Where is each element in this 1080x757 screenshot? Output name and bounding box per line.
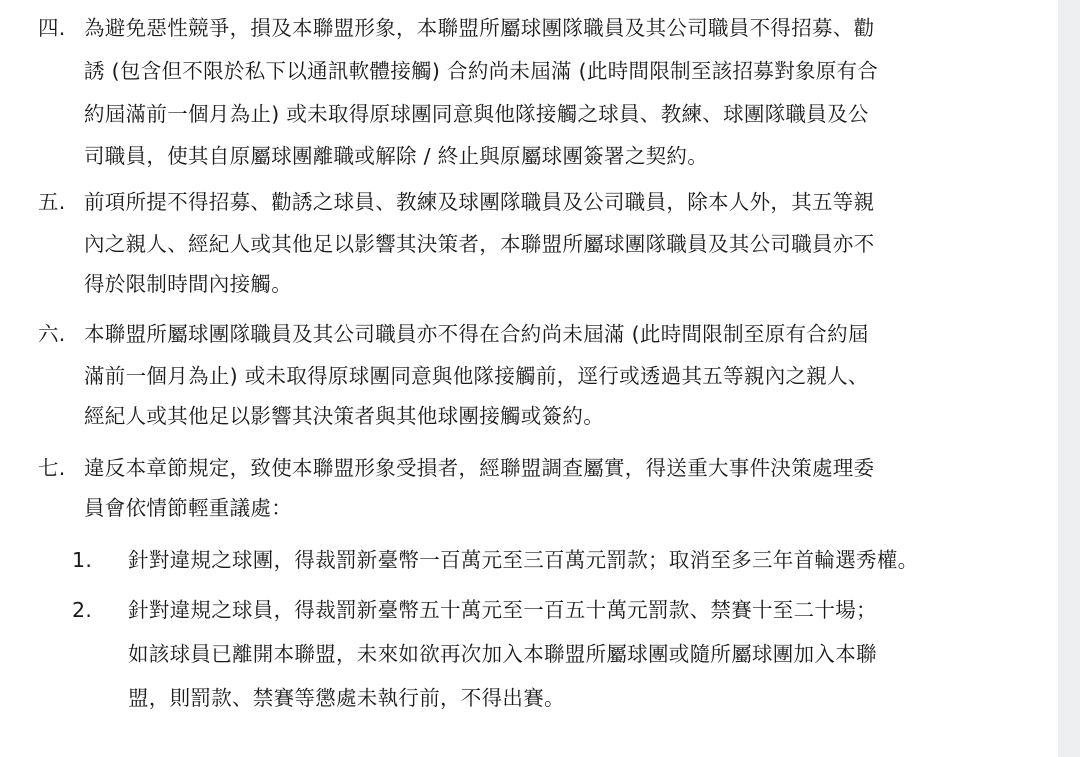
clause-text-line: 約屆滿前一個月為止) 或未取得原球團同意與他隊接觸之球員、教練、球團隊職員及公: [84, 102, 869, 126]
clause-text-line: 為避免惡性競爭，損及本聯盟形象，本聯盟所屬球團隊職員及其公司職員不得招募、勸: [84, 16, 875, 40]
penalty-text-line: 針對違規之球員，得裁罰新臺幣五十萬元至一百五十萬元罰款、禁賽十至二十場；: [128, 598, 877, 622]
clause-text-line: 內之親人、經紀人或其他足以影響其決策者，本聯盟所屬球團隊職員及其公司職員亦不: [84, 232, 875, 256]
clause-text-line: 經紀人或其他足以影響其決策者與其他球團接觸或簽約。: [84, 404, 604, 428]
clause-marker: 五.: [38, 190, 66, 214]
penalty-text-line: 針對違規之球團，得裁罰新臺幣一百萬元至三百萬元罰款；取消至多三年首輪選秀權。: [128, 548, 919, 572]
penalty-text-line: 盟，則罰款、禁賽等懲處未執行前，不得出賽。: [128, 686, 565, 710]
clause-text-line: 誘 (包含但不限於私下以通訊軟體接觸) 合約尚未屆滿 (此時間限制至該招募對象原有合: [84, 59, 879, 83]
clause-text-line: 司職員，使其自原屬球團離職或解除 / 終止與原屬球團簽署之契約。: [84, 144, 709, 168]
penalty-text-line: 如該球員已離開本聯盟，未來如欲再次加入本聯盟所屬球團或隨所屬球團加入本聯: [128, 642, 877, 666]
scrollbar-track[interactable]: [1058, 0, 1080, 757]
clause-marker: 四.: [38, 16, 66, 40]
clause-text-line: 前項所提不得招募、勸誘之球員、教練及球團隊職員及公司職員，除本人外，其五等親: [84, 190, 875, 214]
clause-text-line: 滿前一個月為止) 或未取得原球團同意與他隊接觸前，逕行或透過其五等親內之親人、: [84, 364, 869, 388]
clause-text-line: 員會依情節輕重議處：: [84, 496, 292, 520]
clause-text-line: 本聯盟所屬球團隊職員及其公司職員亦不得在合約尚未屆滿 (此時間限制至原有合約屆: [84, 322, 869, 346]
clause-text-line: 得於限制時間內接觸。: [84, 272, 292, 296]
penalty-marker: 1.: [72, 548, 93, 572]
penalty-marker: 2.: [72, 598, 93, 622]
clause-text-line: 違反本章節規定，致使本聯盟形象受損者，經聯盟調查屬實，得送重大事件決策處理委: [84, 456, 875, 480]
clause-marker: 七.: [38, 456, 66, 480]
clause-marker: 六.: [38, 322, 66, 346]
